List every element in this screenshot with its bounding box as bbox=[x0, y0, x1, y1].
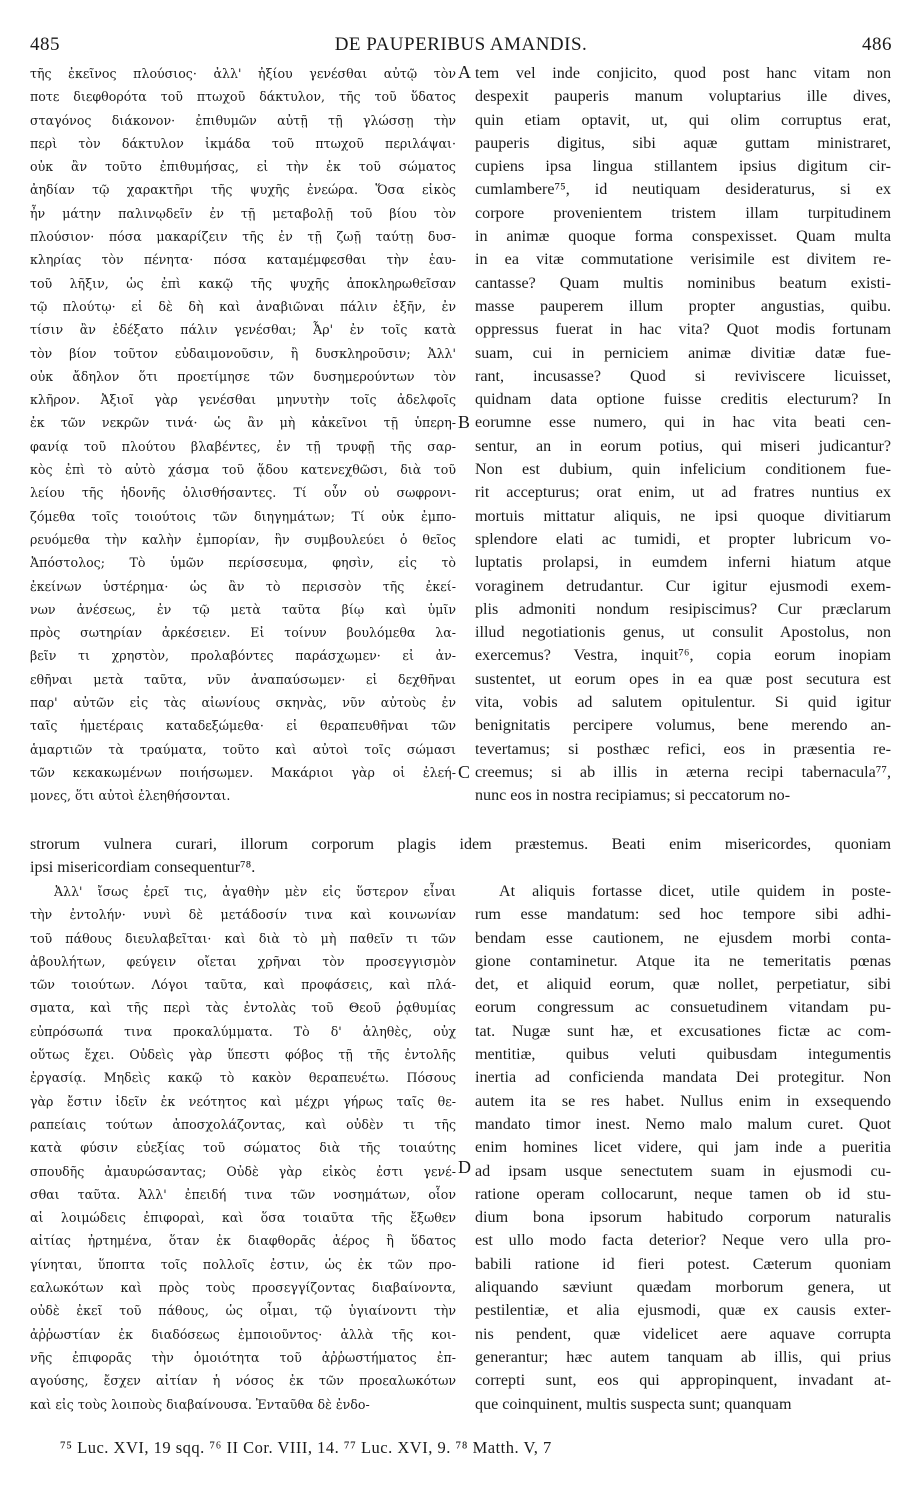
text-line: φανίᾳ τοῦ πλούτου βλαβέντες, ἐν τῇ τρυφῇ τῆς σαρ- bbox=[30, 438, 456, 454]
text-line: generantur; hæc autem tanquam ab illis, qui prius bbox=[475, 1348, 891, 1366]
text-line: despexit pauperis manum voluptarius ille dives, bbox=[475, 88, 891, 106]
text-line: ἐργασίᾳ. Μηδεὶς κακῷ τὸ κακὸν θεραπευέτω. Πόσους bbox=[30, 1070, 456, 1086]
text-line: bendam esse cautionem, ne ejusdem morbi conta- bbox=[475, 929, 891, 947]
text-line: οὐκ ἄδηλον ὅτι προετίμησε τῶν δυσημερούντων τὸν bbox=[30, 368, 456, 384]
text-line: σματα, καὶ τῆς περὶ τὰς ἐντολὰς τοῦ Θεοῦ ῥᾳθυμίας bbox=[30, 1000, 456, 1016]
text-line: κληρίας τὸν πένητα· πόσα καταμέμφεσθαι τὴν ἑαυ- bbox=[30, 252, 456, 268]
text-line: cantasse? Quam multis nominibus beatum existi- bbox=[475, 274, 891, 292]
text-line: οὕτως ἔχει. Οὐδεὶς γὰρ ὕπεστι φόβος τῇ τῆς ἐντολῆς bbox=[30, 1047, 456, 1063]
text-line: Ἀλλ' ἴσως ἐρεῖ τις, ἀγαθὴν μὲν εἰς ὕστερον εἶναι bbox=[54, 884, 456, 899]
text-line: strorum vulnera curari, illorum corporum plagis idem præstemus. Beati enim misericordes, quoniam bbox=[30, 836, 891, 853]
greek-column-bottom bbox=[30, 880, 456, 1425]
text-line: gione contaminetur. Atque ita ne temeritatis pœnas bbox=[475, 952, 891, 970]
text-line: rum esse mandatum: sed hoc tempore sibi adhi- bbox=[475, 906, 891, 924]
text-line: aliquando sæviunt quædam morborum genera, ut bbox=[475, 1279, 891, 1297]
text-line: κλῆρον. Ἀξιοῖ γὰρ γενέσθαι μηνυτὴν τοῖς ἀδελφοῖς bbox=[30, 392, 456, 408]
text-line: illud negotiationis genus, ut consulit Apostolus, non bbox=[475, 624, 891, 642]
text-line: autem ita se res habet. Nullus enim in exsequendo bbox=[475, 1092, 891, 1110]
text-line: Non est dubium, quin infelicium conditionem fue- bbox=[475, 461, 891, 479]
text-line: mentitiæ, quibus veluti quibusdam integumentis bbox=[475, 1046, 891, 1064]
text-line: tevertamus; si posthæc refici, eos in præsentia re- bbox=[475, 740, 891, 758]
text-line: tat. Nugæ sunt hæ, et excusationes fictæ ac com- bbox=[475, 1022, 891, 1040]
text-line: rit accepturus; orat enim, ut ad fratres nuntius ex bbox=[475, 484, 891, 502]
latin-column-top bbox=[475, 62, 891, 832]
text-line: βεῖν τι χρηστὸν, προλαβόντες παράσχωμεν· εἰ ἀν- bbox=[30, 648, 456, 664]
text-line: eorumne esse numero, qui in hac vita beati cen- bbox=[475, 414, 891, 432]
text-line: τὴν ἐντολήν· νυνὶ δὲ μετάδοσίν τινα καὶ κοινωνίαν bbox=[30, 907, 456, 923]
text-line: ratione operam collocarunt, neque tamen ob id stu- bbox=[475, 1185, 891, 1203]
text-line: αγούσης, ἔσχεν αἰτίαν ἡ νόσος ἐκ τῶν προεαλωκότων bbox=[30, 1373, 456, 1389]
text-line: παρ' αὐτῶν εἰς τὰς αἰωνίους σκηνὰς, νῦν αὐτοὺς ἐν bbox=[30, 695, 456, 711]
text-line: τῶν κεκακωμένων ποιήσωμεν. Μακάριοι γὰρ οἱ ἐλεή- bbox=[30, 764, 456, 780]
page-number-right: 486 bbox=[862, 34, 892, 55]
text-line: quin etiam optavit, ut, qui olim corruptus erat, bbox=[475, 111, 891, 129]
text-line: κατὰ φύσιν εὐεξίας τοῦ σώματος διὰ τῆς τοιαύτης bbox=[30, 1140, 456, 1156]
text-line: det, et aliquid eorum, quæ nollet, perpetiatur, sibi bbox=[475, 976, 891, 994]
text-line: τοῦ πάθους διευλαβεῖται· καὶ διὰ τὸ μὴ παθεῖν τι τῶν bbox=[30, 930, 456, 946]
text-line: benignitatis percipere volumus, bene merendo an- bbox=[475, 717, 891, 735]
text-line: ἀῤῥωστίαν ἐκ διαδόσεως ἐμποιοῦντος· ἀλλὰ τῆς κοι- bbox=[30, 1326, 456, 1342]
text-line: ἦν μάτην παλινῳδεῖν ἐν τῇ μεταβολῇ τοῦ βίου τὸν bbox=[30, 205, 456, 221]
text-line: exercemus? Vestra, inquit⁷⁶, copia eorum inopiam bbox=[475, 647, 891, 665]
text-line: περὶ τὸν δάκτυλον ἰκμάδα τοῦ πτωχοῦ περιλάψαι· bbox=[30, 135, 456, 151]
text-line: dium bona ipsorum habitudo corporum naturalis bbox=[475, 1209, 891, 1227]
text-line: masse pauperem illum propter angustias, quibu. bbox=[475, 297, 891, 315]
section-marker-b: B bbox=[458, 412, 471, 432]
running-title: DE PAUPERIBUS AMANDIS. bbox=[334, 34, 588, 55]
text-line: correpti sunt, eos qui appropinquent, invadant at- bbox=[475, 1372, 891, 1390]
text-line: est ullo modo facta deterior? Neque vero ulla pro- bbox=[475, 1232, 891, 1250]
text-line: εαλωκότων καὶ πρὸς τοὺς προσεγγίζοντας διαβαίνοντα, bbox=[30, 1280, 456, 1296]
page-header bbox=[30, 30, 892, 58]
text-line: οὐδὲ ἐκεῖ τοῦ πάθους, ὡς οἶμαι, τῷ ὑγιαίνοντι τὴν bbox=[30, 1303, 456, 1319]
text-line: luptatis prolapsi, in eumdem inferni hiatum atque bbox=[475, 554, 891, 572]
text-line: suam, cui in perniciem animæ divitiæ datæ fue- bbox=[475, 344, 891, 362]
text-line: ρευόμεθα τὴν καλὴν ἐμπορίαν, ἣν συμβουλεύει ὁ θεῖος bbox=[30, 531, 456, 547]
text-line: mandato timor inest. Nemo malo malum curet. Quot bbox=[475, 1115, 891, 1133]
text-line: ἀηδίαν τῷ χαρακτῆρι τῆς ψυχῆς ἐνεώρα. Ὅσα εἰκὸς bbox=[30, 182, 456, 198]
text-line: ipsi misericordiam consequentur⁷⁸. bbox=[30, 859, 256, 877]
text-line: quidnam data optione fuisse creditis electurum? In bbox=[475, 391, 891, 409]
text-line: corpore provenientem tristem illam turpitudinem bbox=[475, 204, 891, 222]
text-line: εὐπρόσωπά τινα προκαλύμματα. Τὸ δ' ἀληθὲς, οὐχ bbox=[30, 1023, 456, 1039]
text-line: vita, vobis ad salutem opitulentur. Si quid igitur bbox=[475, 694, 891, 712]
text-line: cumlambere⁷⁵, id neutiquam desideraturus, si ex bbox=[475, 181, 891, 199]
page-number-left: 485 bbox=[30, 34, 60, 55]
text-line: νῆς ἐπιφορᾶς τὴν ὁμοιότητα τοῦ ἀῤῥωστήματος ἐπ- bbox=[30, 1349, 456, 1365]
text-line: plis admoniti nondum resipiscimus? Cur præclarum bbox=[475, 600, 891, 618]
text-line: At aliquis fortasse dicet, utile quidem in poste- bbox=[499, 883, 891, 900]
greek-column-top bbox=[30, 62, 456, 832]
text-line: ἁμαρτιῶν τὰ τραύματα, τοῦτο καὶ αὐτοὶ τοῖς σώμασι bbox=[30, 741, 456, 757]
text-line: ταῖς ἡμετέραις καταδεξώμεθα· εἰ θεραπευθῆναι τῶν bbox=[30, 718, 456, 734]
text-line: splendore elati ac tumidi, et propter lubricum vo- bbox=[475, 530, 891, 548]
text-line: voraginem detrudantur. Cur igitur ejusmodi exem- bbox=[475, 577, 891, 595]
text-line: λείου τῆς ἡδονῆς ὀλισθήσαντες. Τί οὖν οὐ σωφρονι- bbox=[30, 485, 456, 501]
text-line: αἰτίας ἠρτημένα, ὅταν ἐκ διαφθορᾶς ἀέρος ἢ ὕδατος bbox=[30, 1233, 456, 1249]
text-line: nunc eos in nostra recipiamus; si peccatorum no- bbox=[475, 787, 791, 805]
text-line: ραπείαις τούτων ἀποσχολάζοντας, καὶ οὐδὲν τι τῆς bbox=[30, 1116, 456, 1132]
text-line: oppressus fuerat in hac vita? Quot modis fortunam bbox=[475, 321, 891, 339]
text-line: τῆς ἐκεῖνος πλούσιος· ἀλλ' ἠξίου γενέσθαι αὐτῷ τὸν bbox=[30, 66, 456, 81]
text-line: πλούσιον· πόσα μακαρίζειν τῆς ἐν τῇ ζωῇ ταύτῃ δυσ- bbox=[30, 229, 456, 245]
text-line: τοῦ λῆξιν, ὡς ἐπὶ κακῷ τῆς ψυχῆς ἀποκληρωθεῖσαν bbox=[30, 275, 456, 291]
text-line: mortuis mittatur aliquis, ne ipsi quoque divitiarum bbox=[475, 507, 891, 525]
text-line: σταγόνος διάκονον· ἐπιθυμῶν αὐτῇ τῇ γλώσσῃ τὴν bbox=[30, 112, 456, 128]
text-line: Ἀπόστολος; Τὸ ὑμῶν περίσσευμα, φησὶν, εἰς τὸ bbox=[30, 555, 456, 571]
section-marker-a: A bbox=[458, 62, 471, 82]
text-line: ἀβουλήτων, φεύγειν οἴεται χρῆναι τὸν προσεγγισμὸν bbox=[30, 953, 456, 969]
text-line: inertia ad conficienda mandata Dei protegitur. Non bbox=[475, 1069, 891, 1087]
section-marker-d: D bbox=[458, 1157, 471, 1177]
text-line: creemus; si ab illis in æterna recipi tabernacula⁷⁷, bbox=[475, 763, 891, 781]
text-line: τῶν τοιούτων. Λόγοι ταῦτα, καὶ προφάσεις, καὶ πλά- bbox=[30, 977, 456, 993]
section-marker-c: C bbox=[458, 762, 471, 782]
text-line: enim homines licet videre, qui jam inde a pueritia bbox=[475, 1139, 891, 1157]
text-line: babili ratione id fieri potest. Cæterum quoniam bbox=[475, 1255, 891, 1273]
text-line: eorum congressum ac consuetudinem vitandam pu- bbox=[475, 999, 891, 1017]
text-line: γίνηται, ὕποπτα τοῖς πολλοῖς ἐστιν, ὡς ἐκ τῶν προ- bbox=[30, 1256, 456, 1272]
footnotes: ⁷⁵ Luc. XVI, 19 sqq. ⁷⁶ II Cor. VIII, 14. ⁷⁷ Luc. XVI, 9. ⁷⁸ Matth. V, 7 bbox=[60, 1438, 552, 1457]
text-line: τὸν βίον τοῦτον εὐδαιμονοῦσιν, ἢ δυσκληροῦσιν; Ἀλλ' bbox=[30, 345, 456, 361]
text-line: τίσιν ἂν ἐδέξατο πάλιν γενέσθαι; Ἆρ' ἐν τοῖς κατὰ bbox=[30, 322, 456, 338]
text-line: ποτε διεφθορότα τοῦ πτωχοῦ δάκτυλον, τῆς τοῦ ὕδατος bbox=[30, 89, 456, 105]
spanning-text bbox=[30, 833, 891, 880]
text-line: ἐκείνων ὑστέρημα· ὡς ἂν τὸ περισσὸν τῆς ἐκεί- bbox=[30, 578, 456, 594]
latin-column-bottom bbox=[475, 880, 891, 1425]
text-line: tem vel inde conjicito, quod post hanc vitam non bbox=[475, 65, 891, 82]
text-line: οὐκ ἂν τοῦτο ἐπιθυμήσας, εἰ τὴν ἐκ τοῦ σώματος bbox=[30, 159, 456, 175]
text-line: ad ipsam usque senectutem suam in ejusmodi cu- bbox=[475, 1162, 891, 1180]
text-line: ζόμεθα τοῖς τοιούτοις τῶν διηγημάτων; Τί οὐκ ἐμπο- bbox=[30, 508, 456, 524]
text-line: σθαι ταῦτα. Ἀλλ' ἐπειδή τινα τῶν νοσημάτων, οἷον bbox=[30, 1186, 456, 1202]
text-line: καὶ εἰς τοὺς λοιποὺς διαβαίνουσα. Ἐνταῦθα δὲ ἐνδο- bbox=[30, 1396, 370, 1412]
text-line: in ea vitæ commutatione verisimile est divitem re- bbox=[475, 251, 891, 269]
text-line: κὸς ἐπὶ τὸ αὐτὸ χάσμα τοῦ ᾅδου κατενεχθῶσι, διὰ τοῦ bbox=[30, 462, 456, 478]
text-line: ἐκ τῶν νεκρῶν τινά· ὡς ἂν μὴ κἀκεῖνοι τῇ ὑπερη- bbox=[30, 415, 456, 431]
text-line: rant, incusasse? Quod si reviviscere licuisset, bbox=[475, 367, 891, 385]
text-line: sentur, an in eorum potius, qui miseri judicantur? bbox=[475, 437, 891, 455]
text-line: que coinquinent, multis suspecta sunt; quanquam bbox=[475, 1395, 792, 1413]
text-line: αἱ λοιμώδεις ἐπιφοραὶ, καὶ ὅσα τοιαῦτα τῆς ἔξωθεν bbox=[30, 1210, 456, 1226]
text-line: εθῆναι μετὰ ταῦτα, νῦν ἀναπαύσωμεν· εἰ δεχθῆναι bbox=[30, 671, 456, 687]
text-line: cupiens ipsa lingua stillantem ipsius digitum cir- bbox=[475, 158, 891, 176]
text-line: γὰρ ἔστιν ἰδεῖν ἐκ νεότητος καὶ μέχρι γήρως ταῖς θε- bbox=[30, 1093, 456, 1109]
text-line: pauperis digitus, sibi aquæ guttam ministraret, bbox=[475, 134, 891, 152]
text-line: sustentet, ut eorum opes in ea quæ post secutura est bbox=[475, 670, 891, 688]
text-line: τῷ πλούτῳ· εἰ δὲ δὴ καὶ ἀναβιῶναι πάλιν ἐξῆν, ἐν bbox=[30, 298, 456, 314]
text-line: in animæ quoque forma conspexisset. Quam multa bbox=[475, 228, 891, 246]
text-line: σπουδῆς ἀμαυρώσαντας; Οὐδὲ γὰρ εἰκὸς ἐστι γενέ- bbox=[30, 1163, 456, 1179]
text-line: νων ἀνέσεως, ἐν τῷ μετὰ ταῦτα βίῳ καὶ ὑμῖν bbox=[30, 601, 456, 617]
text-line: pestilentiæ, et alia ejusmodi, quæ ex causis exter- bbox=[475, 1302, 891, 1320]
text-line: nis pendent, quæ videlicet aere aquave corrupta bbox=[475, 1325, 891, 1343]
text-line: μονες, ὅτι αὐτοὶ ἐλεηθήσονται. bbox=[30, 788, 231, 804]
text-line: πρὸς σωτηρίαν ἀρκέσειεν. Εἰ τοίνυν βουλόμεθα λα- bbox=[30, 625, 456, 641]
